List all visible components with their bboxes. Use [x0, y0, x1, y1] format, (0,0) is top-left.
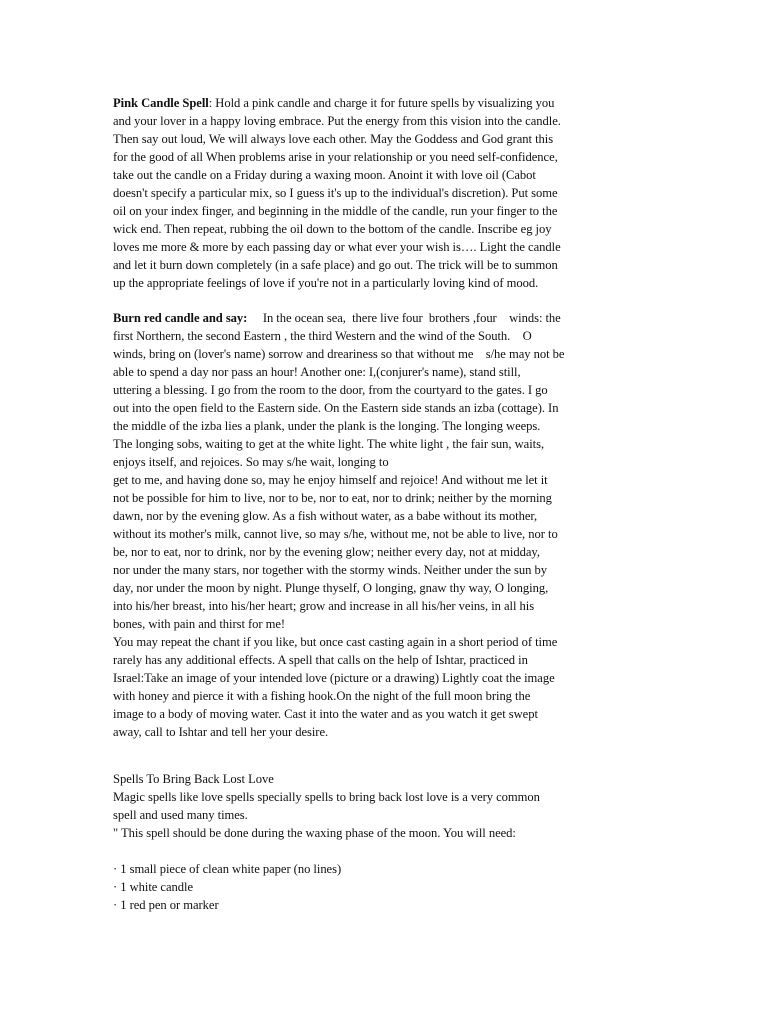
text-line: get to me, and having done so, may he enjoy himself and rejoice! And without me let it [113, 473, 548, 487]
lost-love-section [113, 770, 661, 914]
text-line: oil on your index finger, and beginning in the middle of the candle, run your finger to the [113, 204, 558, 218]
list-item: · 1 small piece of clean white paper (no lines) [113, 862, 342, 876]
text-line: " This spell should be done during the waxing phase of the moon. You will need: [113, 826, 516, 840]
text-line: nor under the many stars, nor together with the stormy winds. Neither under the sun by [113, 563, 547, 577]
text-line: Then say out loud, We will always love each other. May the Goddess and God grant this [113, 132, 554, 146]
text-line: Pink Candle Spell: Hold a pink candle and charge it for future spells by visualizing you [113, 96, 555, 110]
text-line: Magic spells like love spells specially spells to bring back lost love is a very common [113, 790, 540, 804]
text-line: and your lover in a happy loving embrace. Put the energy from this vision into the candle. [113, 114, 561, 128]
text-line: wick end. Then repeat, rubbing the oil down to the bottom of the candle. Inscribe eg joy [113, 222, 552, 236]
text-line: up the appropriate feelings of love if you're not in a particularly loving kind of mood. [113, 276, 539, 290]
text-line: for the good of all When problems arise in your relationship or you need self-confidence, [113, 150, 558, 164]
red-candle-paragraph [113, 309, 661, 741]
text-line: not be possible for him to live, nor to be, nor to eat, nor to drink; neither by the morning [113, 491, 552, 505]
text-line: out into the open field to the Eastern side. On the Eastern side stands an izba (cottage). In [113, 401, 559, 415]
list-item: · 1 white candle [113, 880, 193, 894]
text-line: loves me more & more by each passing day or what ever your wish is…. Light the candle [113, 240, 561, 254]
text-line: You may repeat the chant if you like, but once cast casting again in a short period of time [113, 635, 558, 649]
list-item: · 1 red pen or marker [113, 898, 219, 912]
text-line: dawn, nor by the evening glow. As a fish without water, as a babe without its mother, [113, 509, 538, 523]
text-line: without its mother's milk, cannot live, so may s/he, without me, not be able to live, nor to [113, 527, 558, 541]
text-line: image to a body of moving water. Cast it into the water and as you watch it get swept [113, 707, 538, 721]
text-line: day, nor under the moon by night. Plunge thyself, O longing, gnaw thy way, O longing, [113, 581, 549, 595]
text-line: uttering a blessing. I go from the room to the door, from the courtyard to the gates. I go [113, 383, 548, 397]
pink-candle-heading: Pink Candle Spell [113, 96, 209, 110]
text-line: Israel:Take an image of your intended love (picture or a drawing) Lightly coat the image [113, 671, 555, 685]
text-line: away, call to Ishtar and tell her your desire. [113, 725, 329, 739]
text-line: rarely has any additional effects. A spell that calls on the help of Ishtar, practiced in [113, 653, 528, 667]
text-line: take out the candle on a Friday during a waxing moon. Anoint it with love oil (Cabot [113, 168, 536, 182]
text-line: first Northern, the second Eastern , the third Western and the wind of the South. O [113, 329, 532, 343]
text-line: able to spend a day nor pass an hour! Another one: I,(conjurer's name), stand still, [113, 365, 521, 379]
text-line: with honey and pierce it with a fishing hook.On the night of the full moon bring the [113, 689, 531, 703]
text-line: bones, with pain and thirst for me! [113, 617, 286, 631]
red-candle-heading: Burn red candle and say: [113, 311, 248, 325]
text-line: The longing sobs, waiting to get at the white light. The white light , the fair sun, waits, [113, 437, 545, 451]
blank-line [113, 842, 661, 860]
text-line: into his/her breast, into his/her heart; grow and increase in all his/her veins, in all his [113, 599, 535, 613]
text-line: enjoys itself, and rejoices. So may s/he wait, longing to [113, 455, 389, 469]
text-line: Burn red candle and say: In the ocean sea, there live four brothers ,four winds: the [113, 311, 561, 325]
text-line: spell and used many times. [113, 808, 248, 822]
text-line: be, nor to eat, nor to drink, nor by the evening glow; neither every day, not at midday, [113, 545, 540, 559]
text-line: the middle of the izba lies a plank, under the plank is the longing. The longing weeps. [113, 419, 541, 433]
text-line: and let it burn down completely (in a safe place) and go out. The trick will be to summon [113, 258, 558, 272]
text-line: winds, bring on (lover's name) sorrow and dreariness so that without me s/he may not be [113, 347, 565, 361]
text-line: doesn't specify a particular mix, so I guess it's up to the individual's discretion). Put some [113, 186, 558, 200]
pink-candle-paragraph [113, 94, 661, 292]
section-title: Spells To Bring Back Lost Love [113, 772, 274, 786]
